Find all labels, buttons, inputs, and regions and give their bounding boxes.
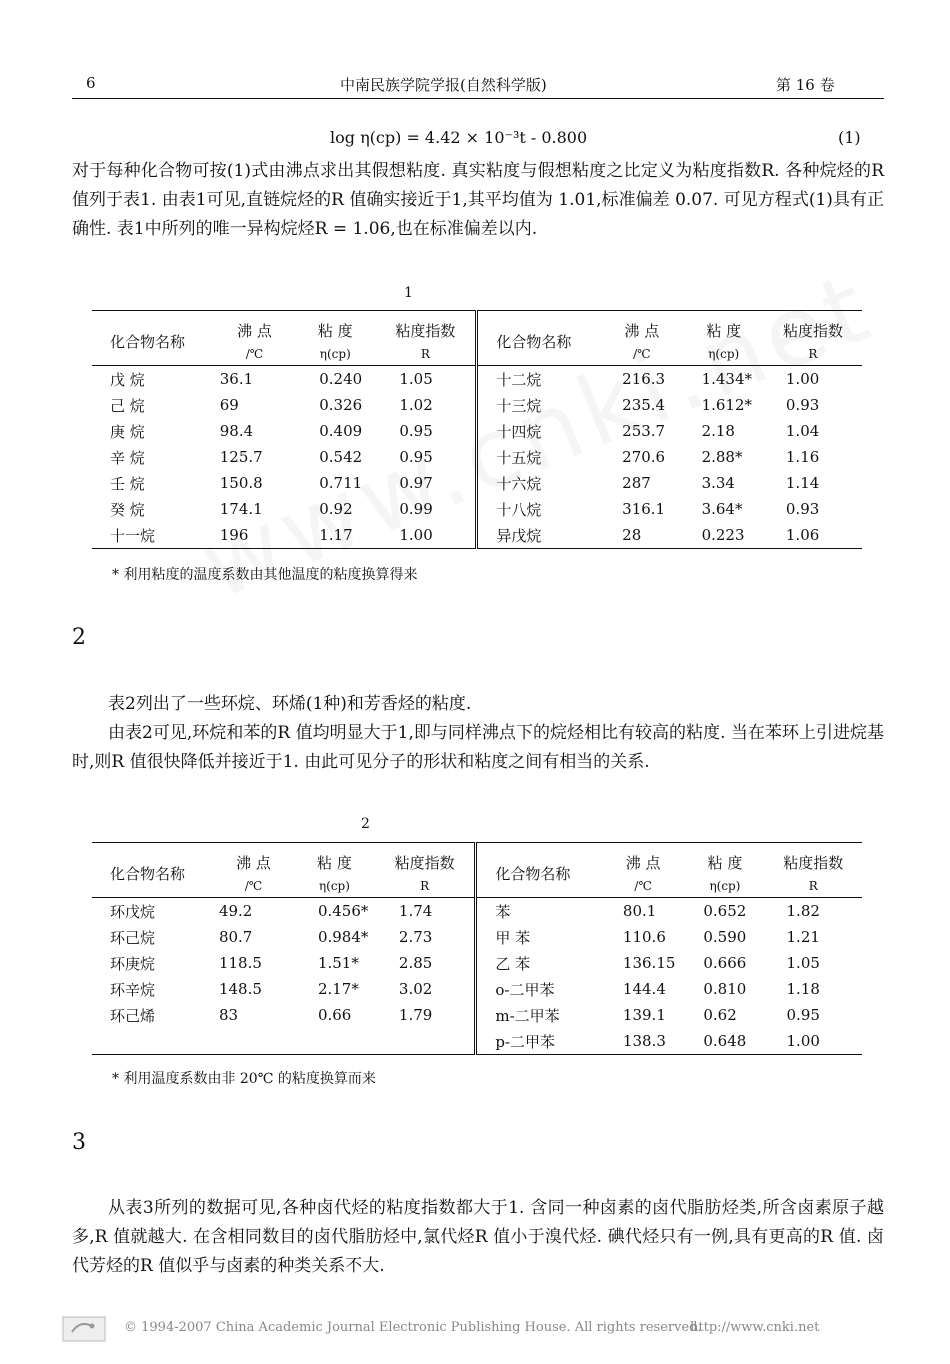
t1-u-visc: η(cp): [319, 347, 351, 361]
viscosity-cell: 0.66: [317, 1006, 352, 1024]
t2-u-bp: /℃: [244, 879, 263, 893]
journal-title: 中南民族学院学报(自然科学版): [340, 76, 547, 94]
viscosity-index-cell: 1.14: [785, 474, 820, 492]
t2-h-visc: 粘 度: [317, 853, 352, 872]
table-row: [92, 366, 862, 393]
t1-u-visc-r: η(cp): [708, 347, 740, 361]
boiling-point-cell: 287: [622, 474, 651, 492]
table1: [92, 310, 862, 549]
viscosity-index-cell: 0.97: [399, 474, 433, 492]
viscosity-cell: 3.34: [701, 474, 735, 492]
viscosity-index-cell: 1.00: [785, 370, 820, 388]
t2-h-idx-r: 粘度指数: [783, 853, 844, 872]
compound-name-cell: 辛 烷: [110, 448, 145, 467]
viscosity-cell: 0.648: [703, 1032, 747, 1050]
compound-name-cell: 环己烷: [110, 928, 156, 947]
viscosity-index-cell: 3.02: [398, 980, 433, 998]
viscosity-index-cell: 0.95: [399, 422, 433, 440]
t2-h-bp: 沸 点: [236, 853, 271, 872]
boiling-point-cell: 174.1: [219, 500, 263, 518]
viscosity-index-cell: 1.06: [785, 526, 820, 544]
t1-h-bp-r: 沸 点: [624, 321, 660, 340]
cnki-url[interactable]: http://www.cnki.net: [690, 1320, 820, 1335]
t1-h-idx: 粘度指数: [395, 321, 456, 340]
header-rule: [72, 98, 884, 99]
compound-name-cell: 十五烷: [477, 444, 600, 470]
table-row: [92, 392, 862, 418]
compound-name-cell: 十三烷: [477, 392, 600, 418]
equation: log η(cp) = 4.42 × 10⁻³t - 0.800: [330, 128, 588, 147]
table-row: [92, 924, 862, 950]
compound-name-cell: 甲 苯: [476, 924, 601, 950]
viscosity-index-cell: 1.00: [786, 1032, 820, 1050]
paragraph-1: 对于每种化合物可按(1)式由沸点求出其假想粘度. 真实粘度与假想粘度之比定义为粘度指数R. 各种烷烃的R 值列于表1. 由表1可见,直链烷烃的R 值确实接近于1,其平均值为 1.01,标准偏差 0.07. 可见方程式(1)具有正确性. 表1中所列的唯一异构烷烃R = 1.06,也在标准偏差以内.: [72, 161, 884, 239]
compound-name-cell: 十四烷: [477, 418, 600, 444]
viscosity-cell: 0.456*: [317, 902, 369, 920]
section-3-heading: 3: [72, 1130, 86, 1155]
compound-name-cell: 十六烷: [477, 470, 600, 496]
t2-h-idx: 粘度指数: [394, 853, 455, 872]
viscosity-cell: 0.590: [703, 928, 747, 946]
compound-name-cell: 戊 烷: [110, 370, 145, 389]
copyright-text: © 1994-2007 China Academic Journal Electronic Publishing House. All rights reserved.: [124, 1320, 702, 1335]
table-row: [92, 976, 862, 1002]
t2-u-bp-r: /℃: [634, 879, 652, 893]
viscosity-index-cell: 1.74: [398, 902, 433, 920]
t1-u-idx: R: [420, 347, 430, 361]
viscosity-index-cell: 0.93: [785, 396, 820, 414]
compound-name-cell: 环己烯: [110, 1006, 156, 1025]
page-number: 6: [86, 74, 96, 92]
viscosity-index-cell: 1.04: [785, 422, 820, 440]
boiling-point-cell: 36.1: [219, 370, 254, 388]
compound-name-cell: 庚 烷: [110, 422, 145, 441]
boiling-point-cell: 136.15: [622, 954, 676, 972]
viscosity-index-cell: [375, 1028, 476, 1055]
boiling-point-cell: 270.6: [622, 448, 666, 466]
boiling-point-cell: 235.4: [622, 396, 666, 414]
t1-u-bp-r: /℃: [633, 347, 651, 361]
boiling-point-cell: 83: [218, 1006, 239, 1024]
t2-u-visc-r: η(cp): [709, 879, 741, 893]
boiling-point-cell: 138.3: [622, 1032, 666, 1050]
table-row: [92, 1028, 862, 1055]
boiling-point-cell: 316.1: [622, 500, 666, 518]
t1-h-visc: 粘 度: [317, 321, 353, 340]
viscosity-cell: 2.88*: [701, 448, 743, 466]
table2: [92, 842, 862, 1055]
viscosity-index-cell: 0.99: [399, 500, 433, 518]
viscosity-cell: 0.810: [703, 980, 747, 998]
section-2-heading: 2: [72, 625, 86, 650]
viscosity-cell: [294, 1028, 375, 1055]
viscosity-cell: 0.223: [701, 526, 745, 544]
boiling-point-cell: 69: [219, 396, 239, 414]
t2-u-idx-r: R: [808, 879, 818, 893]
compound-name-cell: 癸 烷: [110, 500, 145, 519]
t1-h-name-r: 化合物名称: [477, 311, 600, 366]
viscosity-index-cell: 1.00: [399, 526, 433, 544]
viscosity-cell: 0.409: [319, 422, 363, 440]
compound-name-cell: 异戊烷: [477, 522, 600, 549]
viscosity-index-cell: 1.02: [399, 396, 433, 414]
viscosity-cell: 3.64*: [701, 500, 743, 518]
boiling-point-cell: 98.4: [219, 422, 254, 440]
compound-name-cell: 乙 苯: [476, 950, 601, 976]
table-row: [92, 1002, 862, 1028]
compound-name-cell: 己 烷: [110, 396, 145, 415]
viscosity-cell: 2.18: [701, 422, 735, 440]
table-row: [92, 444, 862, 470]
viscosity-index-cell: 0.95: [399, 448, 433, 466]
table-row: [92, 950, 862, 976]
viscosity-index-cell: 0.95: [786, 1006, 820, 1024]
boiling-point-cell: 118.5: [218, 954, 262, 972]
boiling-point-cell: 196: [219, 526, 249, 544]
boiling-point-cell: 216.3: [622, 370, 666, 388]
t1-h-name: 化合物名称: [110, 332, 186, 351]
paragraph-2b: 由表2可见,环烷和苯的R 值均明显大于1,即与同样沸点下的烷烃相比有较高的粘度. 当在苯环上引进烷基时,则R 值很快降低并接近于1. 由此可见分子的形状和粘度之间有相当的关系.: [72, 723, 884, 772]
compound-name-cell: p-二甲苯: [476, 1028, 601, 1055]
boiling-point-cell: 80.7: [218, 928, 253, 946]
viscosity-index-cell: 2.73: [398, 928, 433, 946]
viscosity-index-cell: 1.79: [398, 1006, 433, 1024]
t2-h-name-r: 化合物名称: [476, 843, 601, 898]
t1-u-idx-r: R: [808, 347, 818, 361]
table-row: [92, 898, 862, 925]
boiling-point-cell: 139.1: [622, 1006, 666, 1024]
compound-name-cell: 环庚烷: [110, 954, 156, 973]
equation-number: (1): [838, 128, 861, 147]
viscosity-index-cell: 1.05: [399, 370, 433, 388]
viscosity-cell: 0.542: [319, 448, 363, 466]
table2-note: * 利用温度系数由非 20℃ 的粘度换算而来: [112, 1071, 376, 1087]
compound-name-cell: 十一烷: [110, 526, 156, 545]
table-row: [92, 418, 862, 444]
compound-name-cell: 苯: [476, 898, 601, 925]
compound-name-cell: 十八烷: [477, 496, 600, 522]
viscosity-cell: 0.240: [319, 370, 363, 388]
table1-note: * 利用粘度的温度系数由其他温度的粘度换算得来: [112, 567, 418, 583]
compound-name-cell: 十二烷: [477, 366, 600, 393]
footer: [62, 1316, 884, 1346]
compound-name-cell: 环戊烷: [110, 902, 156, 921]
boiling-point-cell: 148.5: [218, 980, 262, 998]
viscosity-cell: 0.326: [319, 396, 363, 414]
table-row: [92, 470, 862, 496]
compound-name-cell: 环辛烷: [110, 980, 156, 999]
viscosity-cell: 0.666: [703, 954, 747, 972]
t1-h-visc-r: 粘 度: [706, 321, 742, 340]
boiling-point-cell: 49.2: [218, 902, 253, 920]
t1-u-bp: /℃: [245, 347, 264, 361]
viscosity-index-cell: 1.82: [786, 902, 820, 920]
compound-name-cell: [92, 1028, 213, 1055]
viscosity-cell: 0.652: [703, 902, 747, 920]
cnki-logo-icon: [62, 1316, 106, 1342]
boiling-point-cell: 253.7: [622, 422, 666, 440]
viscosity-index-cell: 1.05: [786, 954, 820, 972]
viscosity-cell: 0.62: [703, 1006, 737, 1024]
viscosity-cell: 1.51*: [317, 954, 359, 972]
viscosity-cell: 1.434*: [701, 370, 753, 388]
viscosity-index-cell: 2.85: [398, 954, 433, 972]
volume-label: 第 16 卷: [776, 76, 835, 94]
boiling-point-cell: 144.4: [622, 980, 666, 998]
viscosity-index-cell: 1.18: [786, 980, 820, 998]
t2-h-name: 化合物名称: [110, 864, 186, 883]
t1-h-idx-r: 粘度指数: [782, 321, 843, 340]
viscosity-cell: 0.984*: [317, 928, 369, 946]
boiling-point-cell: 150.8: [219, 474, 263, 492]
t2-u-idx: R: [420, 879, 430, 893]
boiling-point-cell: 125.7: [219, 448, 263, 466]
t2-h-bp-r: 沸 点: [625, 853, 661, 872]
boiling-point-cell: 110.6: [622, 928, 666, 946]
paragraph-2a: 表2列出了一些环烷、环烯(1种)和芳香烃的粘度.: [108, 694, 472, 714]
compound-name-cell: o-二甲苯: [476, 976, 601, 1002]
compound-name-cell: m-二甲苯: [476, 1002, 601, 1028]
boiling-point-cell: 28: [622, 526, 642, 544]
viscosity-index-cell: 0.93: [785, 500, 820, 518]
boiling-point-cell: 80.1: [622, 902, 657, 920]
viscosity-index-cell: 1.16: [785, 448, 820, 466]
t1-h-bp: 沸 点: [237, 321, 272, 340]
t2-h-visc-r: 粘 度: [707, 853, 743, 872]
table-row: [92, 522, 862, 549]
paragraph-3: 从表3所列的数据可见,各种卤代烃的粘度指数都大于1. 含同一种卤素的卤代脂肪烃类,所含卤素原子越多,R 值就越大. 在含相同数目的卤代脂肪烃中,氯代烃R 值小于溴代烃. 碘代烃只有一例,具有更高的R 值. 卤代芳烃的R 值似乎与卤素的种类关系不大.: [72, 1198, 884, 1276]
table2-caption: 2: [361, 816, 370, 832]
table1-caption: 1: [404, 285, 413, 301]
viscosity-cell: 1.612*: [701, 396, 753, 414]
viscosity-cell: 1.17: [319, 526, 353, 544]
viscosity-cell: 0.92: [319, 500, 353, 518]
t2-u-visc: η(cp): [318, 879, 350, 893]
viscosity-cell: 2.17*: [317, 980, 359, 998]
viscosity-index-cell: 1.21: [786, 928, 820, 946]
compound-name-cell: 壬 烷: [110, 474, 145, 493]
table-row: [92, 496, 862, 522]
viscosity-cell: 0.711: [319, 474, 363, 492]
boiling-point-cell: [213, 1028, 294, 1055]
